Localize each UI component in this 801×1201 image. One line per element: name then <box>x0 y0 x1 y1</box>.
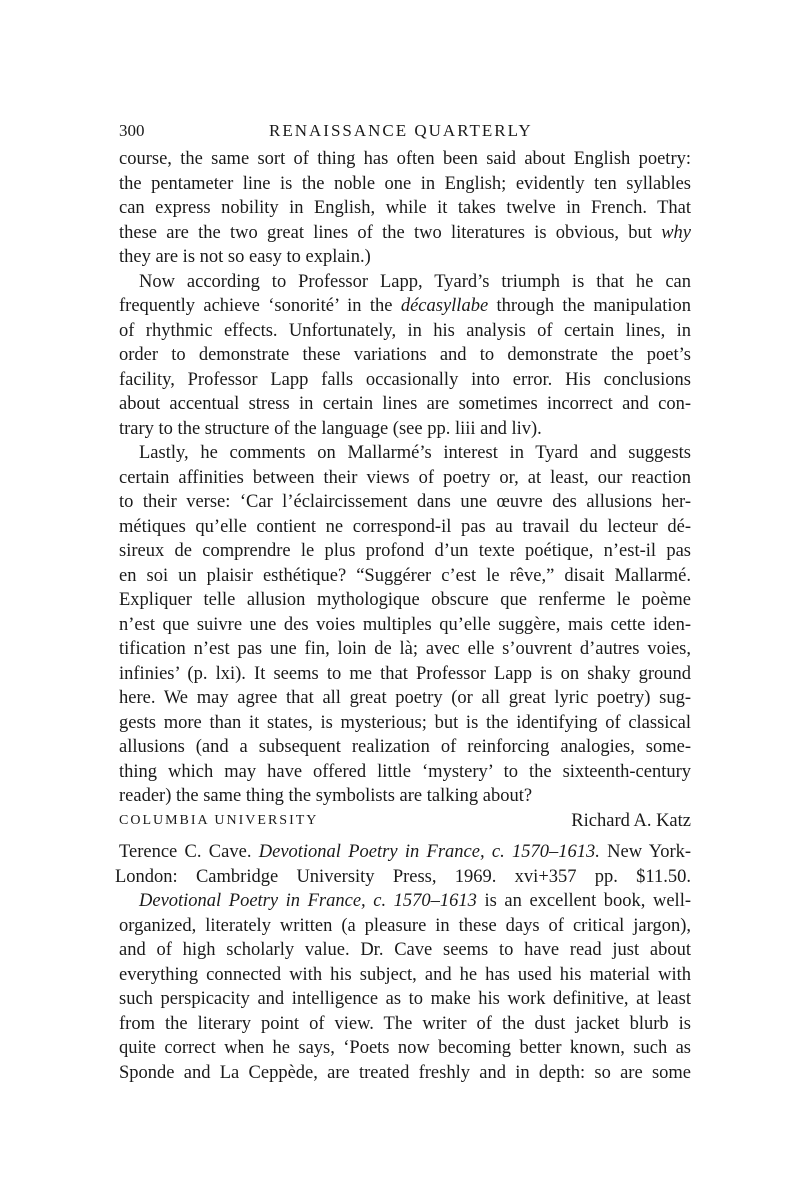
text-segment: is an excellent book, well- <box>484 891 691 911</box>
text-line: of rhythmic effects. Unfortunately, in his analysis of certain lines, in <box>119 320 691 341</box>
text-line: from the literary point of view. The writer of the dust jacket blurb is <box>119 1013 691 1034</box>
paragraph-start: Lastly, he comments on Mallarmé’s interest in Tyard and suggests <box>139 443 691 463</box>
text-line: reader) the same thing the symbolists are talking about? <box>119 786 533 806</box>
text-line: to their verse: ‘Car l’éclaircissement dans une œuvre des allusions her- <box>119 492 691 512</box>
text-line: and of high scholarly value. Dr. Cave seems to have read just about <box>119 940 691 960</box>
signature-line <box>119 809 691 834</box>
italic-decasyllabe: décasyllabe <box>400 296 489 316</box>
reviewer-name: Richard A. Katz <box>571 810 691 831</box>
running-title: RENAISSANCE QUARTERLY <box>269 121 533 140</box>
review-katz-continuation <box>119 147 691 833</box>
review-cave <box>115 840 691 1085</box>
text-line: infinies’ (p. lxi). It seems to me that Professor Lapp is on shaky ground <box>119 663 691 684</box>
text-line: about accentual stress in certain lines are sometimes incorrect and con- <box>119 394 691 414</box>
text-line: tification n’est pas une fin, loin de là; avec elle s’ouvrent d’autres voies, <box>119 639 691 659</box>
text-segment: frequently achieve ‘sonorité’ in the <box>119 296 393 316</box>
text-line: the pentameter line is the noble one in English; evidently ten syllables <box>119 173 691 194</box>
text-line: thing which may have offered little ‘mystery’ to the sixteenth-century <box>119 761 691 782</box>
text-line: en soi un plaisir esthétique? “Suggérer c’est le rêve,” disait Mallarmé. <box>119 565 691 586</box>
book-title: Devotional Poetry in France, c. 1570–1613. <box>258 842 600 862</box>
citation-line: London: Cambridge University Press, 1969. xvi+357 pp. $11.50. <box>115 866 691 887</box>
text-line: quite correct when he says, ‘Poets now becoming better known, such as <box>119 1038 691 1058</box>
text-line: organized, literately written (a pleasure in these days of critical jargon), <box>119 915 691 936</box>
text-line: sireux de comprendre le plus profond d’un texte poétique, n’est-il pas <box>119 541 691 561</box>
citation-line <box>119 840 691 865</box>
page-number: 300 <box>119 121 145 140</box>
book-title-inline: Devotional Poetry in France, c. 1570–1613 <box>139 891 477 911</box>
text-line: allusions (and a subsequent realization of reinforcing analogies, some- <box>119 737 691 757</box>
text-segment: these are the two great lines of the two literatures is obvious, but <box>119 222 652 243</box>
text-line: such perspicacity and intelligence as to make his work definitive, at least <box>119 989 691 1009</box>
text-line: here. We may agree that all great poetry (or all great lyric poetry) sug- <box>119 688 691 708</box>
text-line: everything connected with his subject, and he has used his material with <box>119 964 691 985</box>
text-line: Expliquer telle allusion mythologique obscure que renferme le poème <box>119 590 691 610</box>
text-line: certain affinities between their views of poetry or, at least, our reaction <box>119 467 691 488</box>
text-line: Sponde and La Ceppède, are treated freshly and in depth: so are some <box>119 1062 691 1083</box>
book-author: Terence C. Cave. <box>119 842 252 862</box>
text-line: n’est que suivre une des voies multiples qu’elle suggère, mais cette iden- <box>119 614 691 635</box>
text-line: course, the same sort of thing has often been said about English poetry: <box>119 149 691 169</box>
text-line: métiques qu’elle contient ne correspond-il pas au travail du lecteur dé- <box>119 516 691 537</box>
paragraph-start: Now according to Professor Lapp, Tyard’s triumph is that he can <box>139 271 691 292</box>
paragraph-start <box>119 889 691 914</box>
text-line: trary to the structure of the language (see pp. liii and liv). <box>119 418 542 439</box>
text-line: gests more than it states, is mysterious; but is the identifying of classical <box>119 712 691 733</box>
reviewer-affiliation: COLUMBIA UNIVERSITY <box>119 812 319 828</box>
text-line: can express nobility in English, while it takes twelve in French. That <box>119 198 691 218</box>
text-line: facility, Professor Lapp falls occasionally into error. His conclusions <box>119 369 691 390</box>
publication-info: New York- <box>607 842 691 862</box>
text-segment: through the manipulation <box>496 296 691 316</box>
text-line <box>119 221 691 246</box>
text-line: they are is not so easy to explain.) <box>119 247 371 267</box>
text-line <box>119 294 691 319</box>
italic-why: why <box>661 222 691 243</box>
text-line: order to demonstrate these variations and to demonstrate the poet’s <box>119 345 691 365</box>
page-header <box>119 119 691 143</box>
